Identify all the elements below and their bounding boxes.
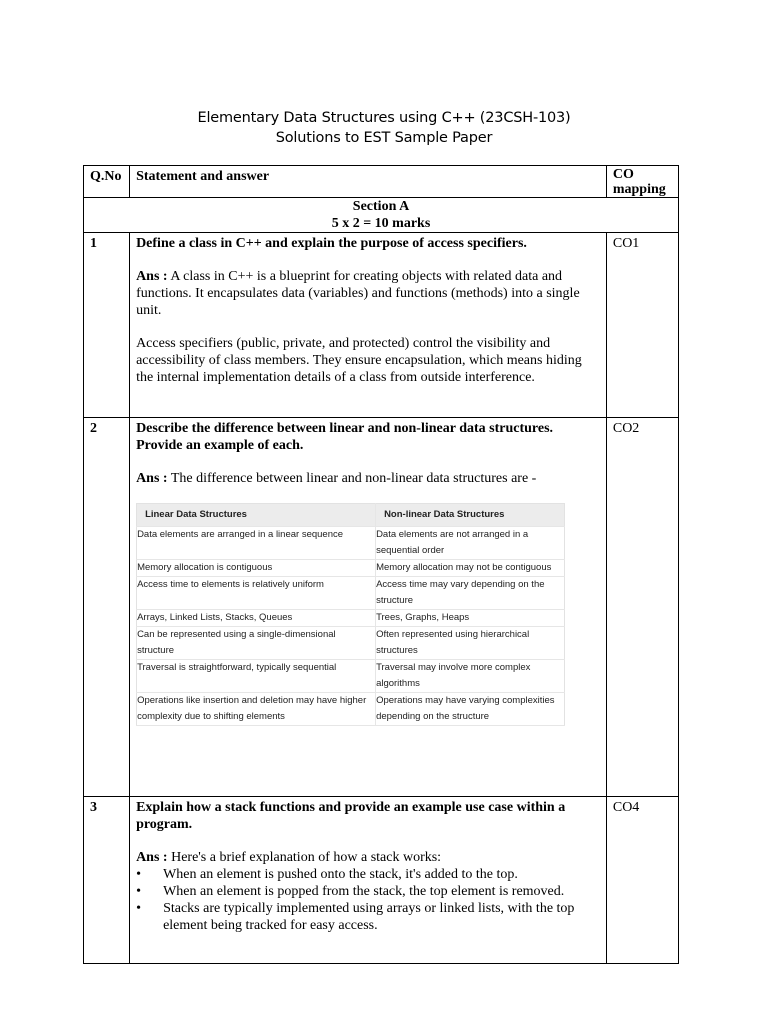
answer-label: Ans :	[136, 269, 168, 284]
comparison-cell: Memory allocation may not be contiguous	[376, 560, 565, 577]
comparison-row	[137, 627, 565, 660]
bullet-item: • Stacks are typically implemented using arrays or linked lists, with the top element being tracked for easy access.	[136, 900, 600, 934]
comparison-cell: Memory allocation is contiguous	[137, 560, 376, 577]
header-co-mapping: CO mapping	[612, 167, 666, 197]
question-row	[84, 418, 679, 797]
answer-paragraph	[136, 470, 600, 487]
co-mapping-value: CO1	[612, 236, 640, 251]
comparison-cell: Often represented using hierarchical structures	[376, 627, 565, 660]
comparison-row	[137, 527, 565, 560]
bullet-item: • When an element is popped from the stack, the top element is removed.	[136, 883, 600, 900]
question-text: Explain how a stack functions and provide an example use case within a program.	[136, 800, 566, 832]
section-row	[84, 198, 679, 233]
answer-text: The difference between linear and non-linear data structures are -	[167, 471, 537, 486]
comparison-cell: Can be represented using a single-dimensional structure	[137, 627, 376, 660]
answer-bullet-list	[136, 866, 600, 934]
question-number: 3	[90, 800, 97, 815]
question-number: 1	[90, 236, 97, 251]
document-title	[0, 108, 768, 148]
comparison-cell: Data elements are arranged in a linear sequence	[137, 527, 376, 560]
question-number: 2	[90, 421, 97, 436]
comparison-cell: Trees, Graphs, Heaps	[376, 610, 565, 627]
answer-paragraph	[136, 268, 600, 319]
title-line-1: Elementary Data Structures using C++ (23CSH-103)	[197, 110, 571, 126]
bullet-item: • When an element is pushed onto the stack, it's added to the top.	[136, 866, 600, 883]
answer-paragraph-2: Access specifiers (public, private, and protected) control the visibility and accessibility of class members. They ensure encapsulation, which means hiding the internal implementation details of a class from outside interference.	[136, 336, 582, 385]
answer-text: A class in C++ is a blueprint for creating objects with related data and functions. It encapsulates data (variables) and functions (methods) into a single unit.	[136, 269, 580, 318]
comparison-header-row	[137, 504, 565, 527]
comparison-row	[137, 693, 565, 726]
answer-label: Ans :	[136, 850, 168, 865]
question-row	[84, 233, 679, 418]
comparison-header: Non-linear Data Structures	[376, 504, 565, 527]
co-mapping-value: CO4	[612, 800, 640, 815]
comparison-cell: Arrays, Linked Lists, Stacks, Queues	[137, 610, 376, 627]
comparison-cell: Data elements are not arranged in a sequential order	[376, 527, 565, 560]
comparison-cell: Traversal may involve more complex algorithms	[376, 660, 565, 693]
answer-paragraph	[136, 849, 600, 866]
comparison-table	[136, 503, 565, 726]
question-text: Define a class in C++ and explain the purpose of access specifiers.	[136, 236, 527, 251]
question-row	[84, 797, 679, 964]
header-qno: Q.No	[90, 169, 122, 184]
comparison-cell: Operations like insertion and deletion may have higher complexity due to shifting elements	[137, 693, 376, 726]
section-name: Section A	[352, 199, 410, 214]
comparison-row	[137, 560, 565, 577]
answer-label: Ans :	[136, 471, 168, 486]
solutions-table	[83, 165, 679, 964]
comparison-cell: Access time to elements is relatively uniform	[137, 577, 376, 610]
comparison-cell: Traversal is straightforward, typically sequential	[137, 660, 376, 693]
title-line-2: Solutions to EST Sample Paper	[275, 130, 493, 146]
comparison-row	[137, 660, 565, 693]
comparison-cell: Operations may have varying complexities depending on the structure	[376, 693, 565, 726]
comparison-header: Linear Data Structures	[137, 504, 376, 527]
question-text: Describe the difference between linear and non-linear data structures. Provide an example of each.	[136, 421, 554, 453]
comparison-row	[137, 610, 565, 627]
section-marks: 5 x 2 = 10 marks	[331, 216, 431, 231]
co-mapping-value: CO2	[612, 421, 640, 436]
comparison-row	[137, 577, 565, 610]
answer-text: Here's a brief explanation of how a stack works:	[171, 850, 442, 865]
comparison-cell: Access time may vary depending on the structure	[376, 577, 565, 610]
header-statement: Statement and answer	[136, 169, 270, 184]
header-row	[84, 166, 679, 198]
